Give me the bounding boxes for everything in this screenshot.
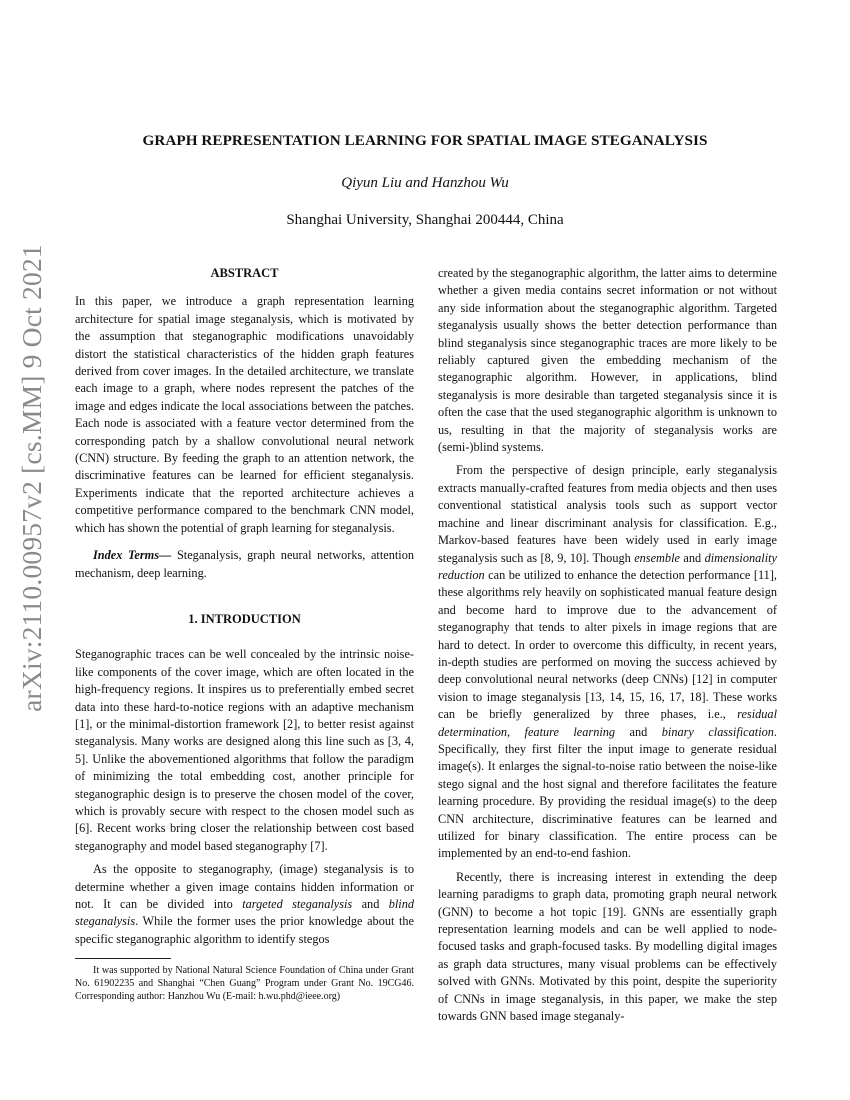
index-terms-text: Steganalysis, graph neural networks, attention mechanism, deep learning. [75,548,415,580]
footnote-divider [75,958,171,959]
intro-paragraph-1: Steganographic traces can be well concealed by the intrinsic noise-like components of the cover image, which are often located in the high-frequency regions. It inspires us to preferentially embed secret data into these hard-to-notice regions with an adaptive mechanism [1], or the minimal-distortion framework [2], to better resist against steganalysis. Many works are designed along this line such as [3, 4, 5]. Unlike the abovementioned algorithms that follow the paradigm of minimizing the total embedding cost, another principle for steganographic design is to preserve the chosen model of the cover, which is provably secure with respect to the chosen model such as [6]. Recent works bring closer the relationship between cost based steganography and model based steganography [7]. [75,647,414,853]
paper-authors: Qiyun Liu and Hanzhou Wu [341,175,509,191]
right-column [438,265,777,1025]
footnote-text: It was supported by National Natural Science Foundation of China under Grant No. 61902235 and Shanghai “Chen Guang” Program under Grant No. 19CG46. Corresponding author: Hanzhou Wu (E-mail: h.wu.phd@ieee.org) [75,965,414,1002]
abstract-text: In this paper, we introduce a graph representation learning architecture for spatial image steganalysis, which is motivated by the assumption that steganographic modifications unavoidably distort the statistical characteristics of the hidden graph features derived from cover images. In the detailed architecture, we translate each image to a graph, where nodes represent the patches of the image and edges indicate the local associations between the patches. Each node is associated with a feature vector determined from the corresponding patch by a shallow convolutional neural network (CNN) structure. By feeding the graph to an attention network, the discriminative features can be learned for efficient steganalysis. Experiments indicate that the reported architecture achieves a competitive performance compared to the benchmark CNN model, which has shown the potential of graph learning for steganalysis. [75,294,414,535]
intro-heading: 1. INTRODUCTION [188,611,301,626]
arxiv-identifier [12,243,52,712]
index-terms-label: Index Terms— [93,548,172,563]
abstract-heading: ABSTRACT [210,266,279,280]
footnote [75,964,414,1003]
intro-paragraph-2: As the opposite to steganography, (image) steganalysis is to determine whether a given image contains hidden information or not. It can be divided into targeted steganalysis and blind steganalysis. While the former uses the prior knowledge about the specific steganographic algorithm to identify stegos [75,862,414,946]
left-column [75,265,414,948]
paper-title: GRAPH REPRESENTATION LEARNING FOR SPATIAL IMAGE STEGANALYSIS [142,132,708,149]
right-paragraph-1: created by the steganographic algorithm, the latter aims to determine whether a given media contains secret information or not without any side information about the steganographic algorithm. Targeted steganalysis usually shows the better detection performance than blind steganalysis since steganographic traces are more likely to be reliably captured given the embedding mechanism of the steganographic algorithm. However, in applications, blind steganalysis is more desirable than targeted steganalysis since it is often the case that the used steganographic algorithm is unknown to us, resulting in that the majority of steganalysis works are (semi-)blind systems. [438,266,777,455]
index-terms [75,547,414,582]
right-paragraph-2: From the perspective of design principle, early steganalysis extracts manually-crafted features from media objects and then uses conventional statistical analysis tools such as support vector machine and linear discriminant analysis for classification. E.g., Markov-based features have been widely used in early image steganalysis such as [8, 9, 10]. Though ensemble and dimensionality reduction can be utilized to enhance the detection performance [11], these algorithms rely heavily on sophisticated manual feature design and become hard to improve due to the advancement of steganography that tends to alter pixels in image regions that are hard to detect. In order to overcome this difficulty, in recent years, in-depth studies are performed on moving the success achieved by deep convolutional neural networks (deep CNNs) [12] in computer vision to image steganalysis [13, 14, 15, 16, 17, 18]. These works can be briefly generalized by three phases, i.e., residual determination, feature learning and binary classification. Specifically, they first filter the input image to generate residual image(s). It enlarges the signal-to-noise ratio between the noise-like stego signal and the host signal and therefore facilitates the feature learning procedure. By providing the residual image(s) to the deep CNN architecture, discriminative features can be learned and utilized for binary classification. The entire process can be implemented by an end-to-end fashion. [438,463,777,861]
right-paragraph-3: Recently, there is increasing interest in extending the deep learning paradigms to graph data, promoting graph neural network (GNN) to become a hot topic [19]. GNNs are essentially graph representation learning models and can be well applied to node-focused tasks and graph-focused tasks. By modelling digital images as graph data structures, many visual problems can be effectively solved with GNNs. Motivated by this point, despite the superiority of CNNs in image steganalysis, in this paper, we make the step towards GNN based image steganaly- [438,869,777,1024]
paper-affiliation: Shanghai University, Shanghai 200444, China [286,212,564,228]
arxiv-identifier-text: arXiv:2110.00957v2 [cs.MM] 9 Oct 2021 [16,243,47,712]
